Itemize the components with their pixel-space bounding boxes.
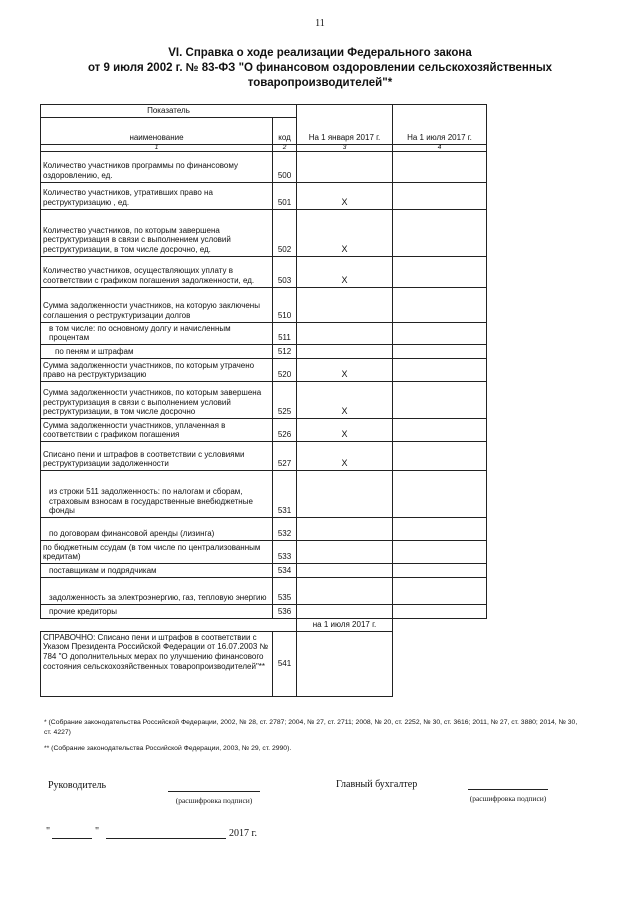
row-code: 510 xyxy=(273,287,297,322)
row-mark xyxy=(297,287,393,322)
footnote-2: ** (Собрание законодательства Российской Федерации, 2003, № 29, ст. 2990). xyxy=(44,745,292,752)
row-value xyxy=(393,540,487,563)
row-value xyxy=(393,151,487,182)
row-value xyxy=(393,470,487,517)
row-mark: X xyxy=(297,418,393,441)
row-code: 520 xyxy=(273,358,297,381)
row-value xyxy=(393,182,487,209)
head-decode-caption: (расшифровка подписи) xyxy=(175,796,253,805)
row-label: в том числе: по основному долгу и начисленным процентам xyxy=(41,322,273,344)
row-code: 534 xyxy=(273,563,297,577)
header-name: наименование xyxy=(41,117,273,144)
row-code: 511 xyxy=(273,322,297,344)
row-mark xyxy=(297,517,393,540)
row-mark xyxy=(297,470,393,517)
accountant-signature-line xyxy=(468,789,548,790)
column-numbers-row xyxy=(41,144,487,151)
table-row xyxy=(41,517,487,540)
row-value xyxy=(393,441,487,470)
date-year: 2017 г. xyxy=(229,828,257,839)
row-code: 527 xyxy=(273,441,297,470)
row-mark: X xyxy=(297,381,393,418)
table-row xyxy=(41,344,487,358)
table-row xyxy=(41,358,487,381)
row-code: 532 xyxy=(273,517,297,540)
row-mark xyxy=(297,604,393,618)
row-mark: X xyxy=(297,209,393,256)
row-value xyxy=(393,209,487,256)
row-value xyxy=(393,381,487,418)
row-code: 531 xyxy=(273,470,297,517)
row-label: по договорам финансовой аренды (лизинга) xyxy=(41,517,273,540)
row-label: задолженность за электроэнергию, газ, тепловую энергию xyxy=(41,577,273,604)
table-row xyxy=(41,209,487,256)
header-jul: На 1 июля 2017 г. xyxy=(393,105,487,145)
row-mark xyxy=(297,344,393,358)
accountant-decode-caption: (расшифровка подписи) xyxy=(469,794,547,803)
reference-row xyxy=(41,631,487,696)
table-row xyxy=(41,577,487,604)
row-label: Количество участников программы по финансовому оздоровлению, ед. xyxy=(41,151,273,182)
table-row xyxy=(41,256,487,287)
page-title xyxy=(60,46,580,91)
title-line-3: товаропроизводителей"* xyxy=(247,77,393,89)
row-label: Сумма задолженности участников, на которую заключены соглашения о реструктуризации долгов xyxy=(41,287,273,322)
reference-code: 541 xyxy=(273,631,297,696)
report-table xyxy=(40,104,487,697)
date-month-line xyxy=(106,838,226,839)
reference-date: на 1 июля 2017 г. xyxy=(297,618,393,631)
column-number: 2 xyxy=(273,144,297,151)
table-row xyxy=(41,381,487,418)
row-label: Сумма задолженности участников, по которым утрачено право на реструктуризацию xyxy=(41,358,273,381)
row-code: 526 xyxy=(273,418,297,441)
row-mark xyxy=(297,563,393,577)
date-day-line xyxy=(52,838,92,839)
table-row xyxy=(41,470,487,517)
row-mark xyxy=(297,322,393,344)
row-code: 533 xyxy=(273,540,297,563)
table-row xyxy=(41,287,487,322)
row-value xyxy=(393,344,487,358)
row-code: 503 xyxy=(273,256,297,287)
row-label: по пеням и штрафам xyxy=(41,344,273,358)
row-code: 500 xyxy=(273,151,297,182)
row-code: 535 xyxy=(273,577,297,604)
row-value xyxy=(393,604,487,618)
row-code: 512 xyxy=(273,344,297,358)
head-signature-line xyxy=(168,791,260,792)
row-code: 525 xyxy=(273,381,297,418)
row-label: из строки 511 задолженность: по налогам и сборам, страховым взносам в государственные внебюджетные фонды xyxy=(41,470,273,517)
row-value xyxy=(393,256,487,287)
header-code: код xyxy=(273,117,297,144)
table-row xyxy=(41,182,487,209)
row-mark: X xyxy=(297,358,393,381)
head-signature-label: Руководитель xyxy=(48,780,107,791)
row-value xyxy=(393,358,487,381)
table-row xyxy=(41,540,487,563)
row-code: 501 xyxy=(273,182,297,209)
column-number: 1 xyxy=(41,144,273,151)
column-number: 4 xyxy=(393,144,487,151)
row-value xyxy=(393,517,487,540)
row-mark: X xyxy=(297,182,393,209)
date-quote-close: " xyxy=(95,826,100,837)
column-number: 3 xyxy=(297,144,393,151)
row-label: Количество участников, осуществляющих уплату в соответствии с графиком погашения задолженности, ед. xyxy=(41,256,273,287)
reference-value xyxy=(297,631,393,696)
table-row xyxy=(41,441,487,470)
page-number: 11 xyxy=(315,18,325,29)
row-label: Сумма задолженности участников, уплаченная в соответствии с графиком погашения xyxy=(41,418,273,441)
row-value xyxy=(393,563,487,577)
row-mark: X xyxy=(297,441,393,470)
table-row xyxy=(41,604,487,618)
header-indicator: Показатель xyxy=(41,105,297,118)
table-row xyxy=(41,418,487,441)
row-label: прочие кредиторы xyxy=(41,604,273,618)
row-label: Сумма задолженности участников, по которым завершена реструктуризация в связи с выполнением условий реструктуризации, в том числе досрочно xyxy=(41,381,273,418)
row-mark: X xyxy=(297,256,393,287)
row-value xyxy=(393,577,487,604)
row-value xyxy=(393,287,487,322)
table-row xyxy=(41,322,487,344)
reference-label: СПРАВОЧНО: Списано пени и штрафов в соответствии с Указом Президента Российской Федерации от 16.07.2003 № 784 "О дополнительных мерах по улучшению финансового состояния сельскохозяйственных товаропроизводителей"** xyxy=(41,631,273,696)
title-line-1: VI. Справка о ходе реализации Федерального закона xyxy=(168,47,472,59)
row-mark xyxy=(297,540,393,563)
row-mark xyxy=(297,577,393,604)
row-code: 536 xyxy=(273,604,297,618)
row-value xyxy=(393,418,487,441)
row-label: по бюджетным ссудам (в том числе по централизованным кредитам) xyxy=(41,540,273,563)
header-jan: На 1 января 2017 г. xyxy=(297,105,393,145)
table-row xyxy=(41,151,487,182)
row-value xyxy=(393,322,487,344)
row-label: Количество участников, утративших право на реструктуризацию , ед. xyxy=(41,182,273,209)
title-line-2: от 9 июля 2002 г. № 83-ФЗ "О финансовом оздоровлении сельскохозяйственных xyxy=(87,62,553,74)
row-label: Количество участников, по которым завершена реструктуризация в связи с выполнением условий реструктуризации, в том числе досрочно, ед. xyxy=(41,209,273,256)
row-mark xyxy=(297,151,393,182)
footnote-1: * (Собрание законодательства Российской Федерации, 2002, № 28, ст. 2787; 2004, № 27, ст. 2711; 2008, № 20, ст. 2252, № 30, ст. 3616; 2011, № 27, ст. 3880; 2014, № 30, ст. 4227) xyxy=(44,719,578,736)
table-row xyxy=(41,563,487,577)
accountant-signature-label: Главный бухгалтер xyxy=(336,779,418,790)
row-label: поставщикам и подрядчикам xyxy=(41,563,273,577)
row-code: 502 xyxy=(273,209,297,256)
date-quote-open: " xyxy=(46,826,51,837)
row-label: Списано пени и штрафов в соответствии с условиями реструктуризации задолженности xyxy=(41,441,273,470)
